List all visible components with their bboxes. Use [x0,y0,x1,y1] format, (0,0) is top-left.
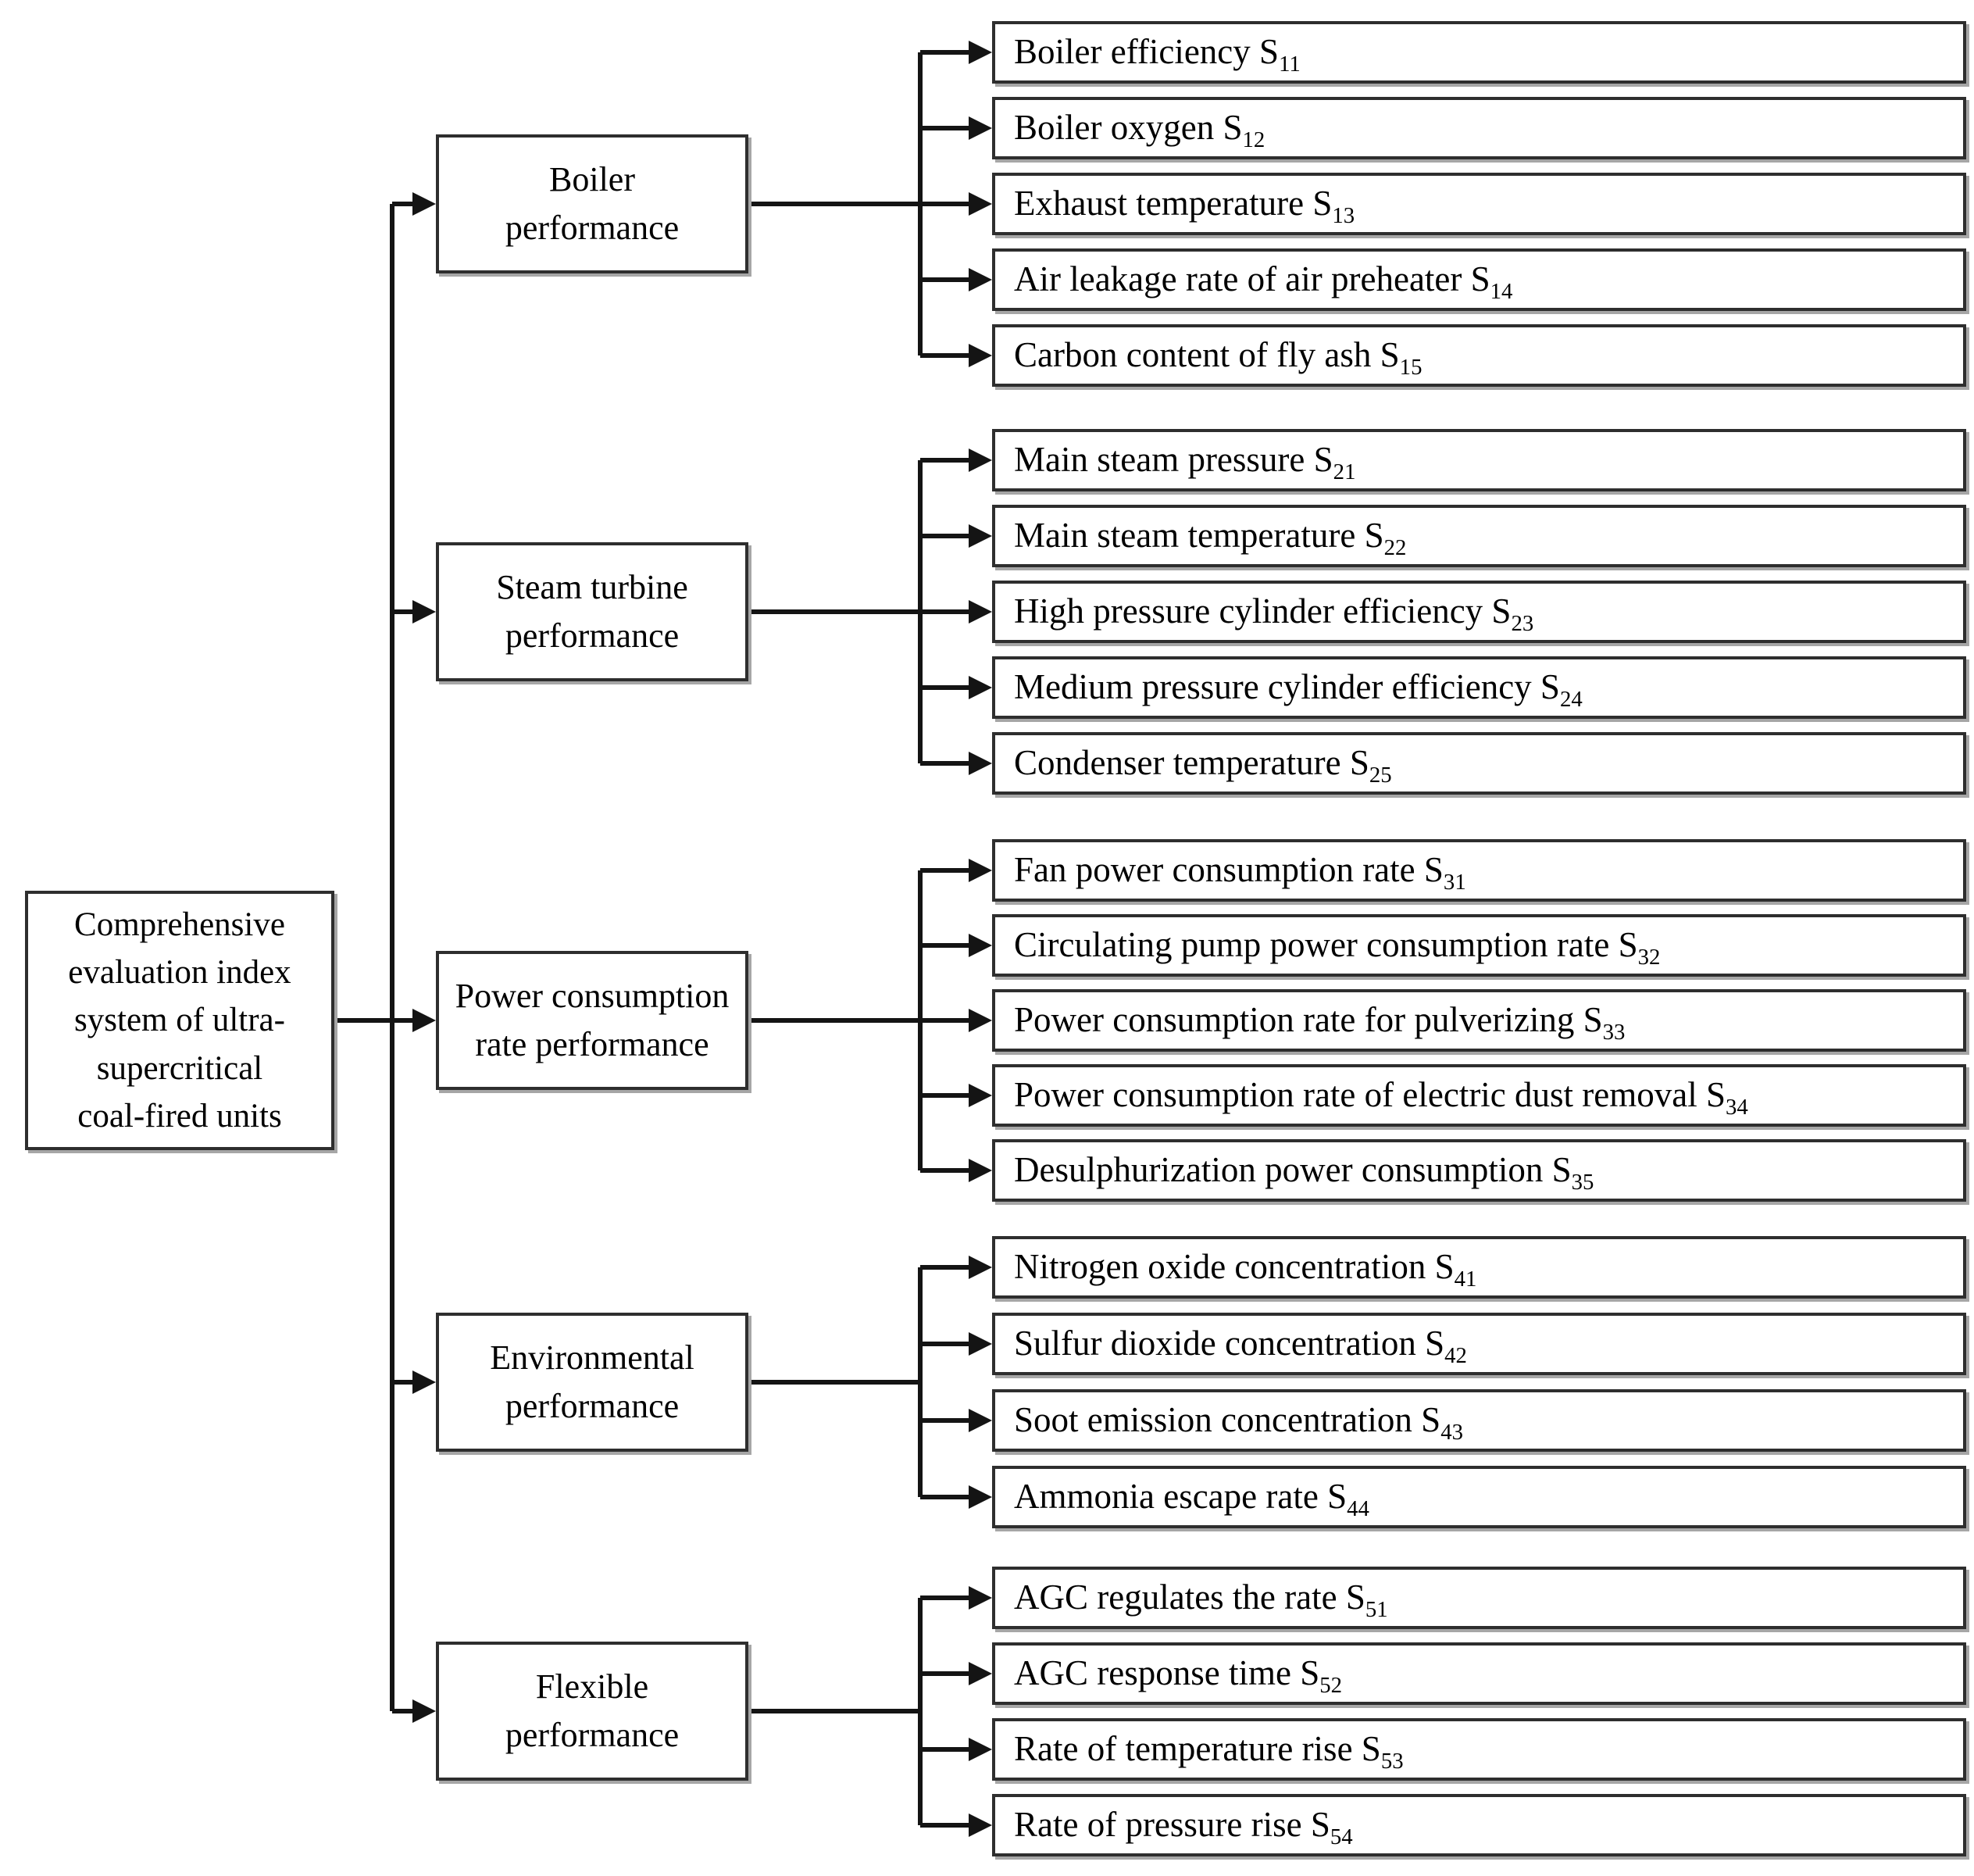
leaf-s25 [992,732,1966,795]
leaf-label: Power consumption rate of electric dust removal S [1014,1075,1726,1114]
leaf-s15 [992,324,1966,387]
leaf-subscript: 31 [1443,870,1466,895]
leaf-subscript: 24 [1559,687,1583,712]
category-label-line: performance [505,1716,680,1754]
leaf-label: Exhaust temperature S [1014,184,1333,223]
leaf-label: Circulating pump power consumption rate S [1014,925,1638,964]
leaf-label: High pressure cylinder efficiency S [1014,591,1512,631]
category-label-line: Boiler [549,160,635,199]
leaf-subscript: 33 [1602,1020,1626,1045]
leaf-subscript: 53 [1380,1749,1404,1774]
category-environmental-performance [436,1313,748,1452]
leaf-s44 [992,1466,1966,1528]
leaf-s32 [992,914,1966,977]
leaf-label: Condenser temperature S [1014,743,1369,782]
leaf-s34 [992,1064,1966,1127]
leaf-subscript: 52 [1319,1673,1343,1698]
leaf-s35 [992,1139,1966,1202]
leaf-s24 [992,656,1966,719]
root-label-line: system of ultra- [74,1002,285,1039]
leaf-s54 [992,1794,1966,1856]
leaf-label: Boiler oxygen S [1014,108,1243,147]
leaf-s22 [992,505,1966,567]
leaf-subscript: 51 [1365,1597,1388,1622]
leaf-label: Sulfur dioxide concentration S [1014,1324,1445,1363]
leaf-subscript: 44 [1347,1496,1369,1521]
category-label-line: rate performance [475,1025,709,1063]
category-label-line: Flexible [535,1667,649,1706]
leaf-label: Air leakage rate of air preheater S [1014,259,1490,298]
category-label-line: Steam turbine [496,568,688,607]
leaf-label: Carbon content of fly ash S [1014,335,1400,374]
leaf-s51 [992,1567,1966,1629]
leaf-s31 [992,839,1966,902]
root-label-line: coal-fired units [77,1097,282,1135]
leaf-label: Nitrogen oxide concentration S [1014,1247,1455,1286]
leaf-subscript: 41 [1454,1267,1477,1292]
leaf-subscript: 22 [1383,535,1407,560]
category-label-line: performance [505,209,680,247]
leaf-subscript: 43 [1440,1420,1463,1445]
leaf-s52 [992,1642,1966,1705]
leaf-s43 [992,1389,1966,1452]
category-label-line: Power consumption [455,977,730,1016]
category-boiler-performance [436,134,748,273]
leaf-s42 [992,1313,1966,1375]
leaf-s33 [992,989,1966,1052]
root-label-line: supercritical [96,1049,263,1087]
leaf-subscript: 13 [1332,203,1355,228]
category-steam-turbine-performance [436,542,748,681]
leaf-s14 [992,248,1966,311]
category-label-line: Environmental [490,1338,694,1378]
leaf-label: Rate of temperature rise S [1014,1729,1381,1768]
leaf-subscript: 25 [1369,763,1392,788]
leaf-s21 [992,429,1966,491]
category-label-line: performance [505,616,680,655]
leaf-label: Soot emission concentration S [1014,1400,1441,1439]
leaf-subscript: 32 [1637,945,1661,970]
category-flexible-performance [436,1642,748,1781]
leaf-label: Main steam temperature S [1014,516,1384,555]
leaf-s23 [992,581,1966,643]
leaf-label: Power consumption rate for pulverizing S [1014,1000,1603,1039]
leaf-subscript: 12 [1242,127,1265,152]
leaf-label: Main steam pressure S [1014,440,1333,479]
leaf-label: Rate of pressure rise S [1014,1805,1330,1844]
leaf-subscript: 14 [1490,279,1513,304]
leaf-s11 [992,21,1966,84]
leaf-label: Boiler efficiency S [1014,32,1280,71]
leaf-s13 [992,173,1966,235]
leaf-s41 [992,1236,1966,1299]
leaf-label: Ammonia escape rate S [1014,1477,1348,1516]
root-node [25,891,334,1150]
root-label-line: Comprehensive [74,906,285,944]
category-power-consumption-rate-performance [436,951,748,1090]
leaf-label: AGC response time S [1014,1653,1320,1692]
leaf-s53 [992,1718,1966,1781]
root-label-line: evaluation index [68,954,291,992]
leaf-subscript: 35 [1571,1170,1594,1195]
leaf-subscript: 15 [1399,355,1422,380]
leaf-subscript: 42 [1444,1343,1467,1368]
leaf-label: Fan power consumption rate S [1014,850,1444,889]
leaf-subscript: 21 [1333,459,1356,484]
leaf-subscript: 23 [1511,611,1534,636]
leaf-label: Desulphurization power consumption S [1014,1150,1572,1189]
leaf-subscript: 11 [1279,52,1301,77]
leaf-label: Medium pressure cylinder efficiency S [1014,667,1560,706]
category-label-line: performance [505,1387,680,1425]
leaf-subscript: 34 [1726,1095,1748,1120]
leaf-s12 [992,97,1966,159]
leaf-label: AGC regulates the rate S [1014,1578,1365,1617]
leaf-subscript: 54 [1330,1824,1353,1849]
